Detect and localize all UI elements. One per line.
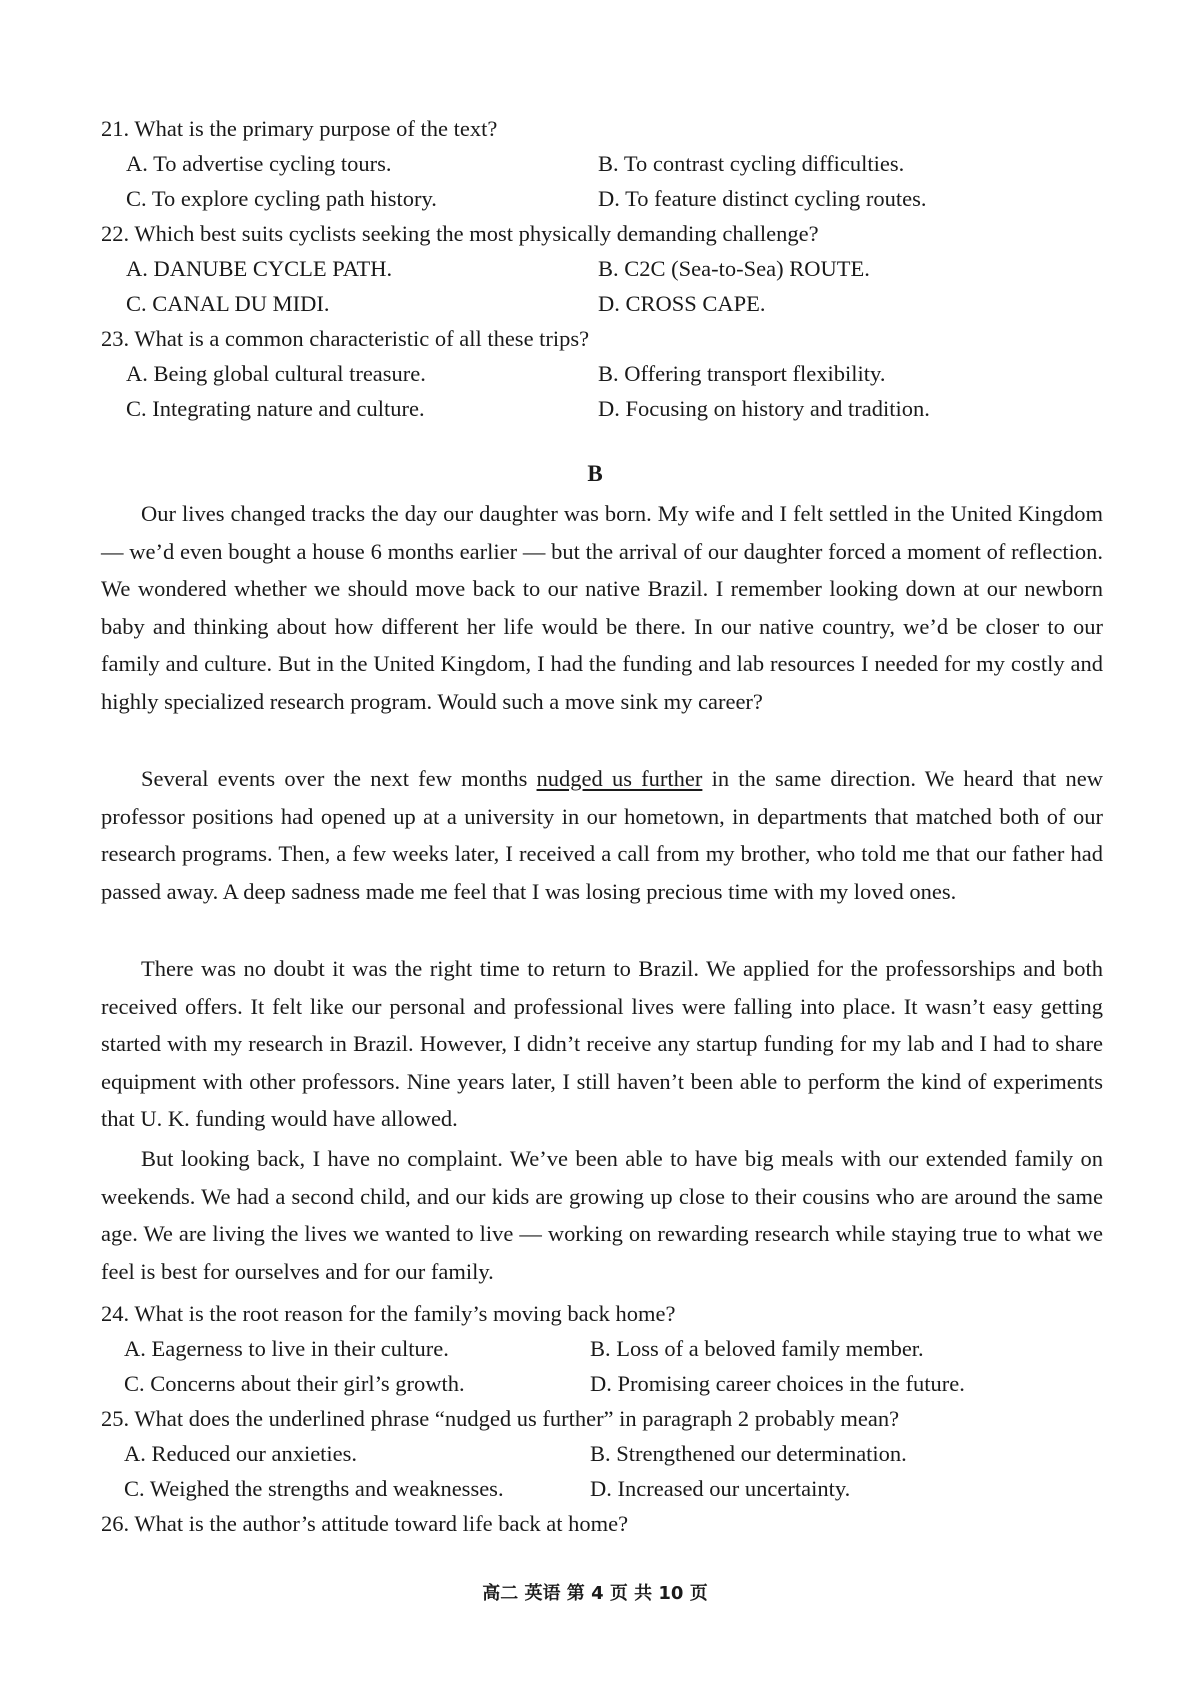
q22-option-d: D. CROSS CAPE. [598, 291, 766, 316]
q24-option-c: C. Concerns about their girl’s growth. [124, 1371, 465, 1396]
q23-option-d: D. Focusing on history and tradition. [598, 396, 930, 421]
underlined-phrase: nudged us further [536, 766, 703, 791]
q22-option-b: B. C2C (Sea-to-Sea) ROUTE. [598, 256, 870, 281]
q24-option-d: D. Promising career choices in the future. [590, 1371, 965, 1396]
passage-paragraph-4: But looking back, I have no complaint. We’ve been able to have big meals with our extended family on weekends. We had a second child, and our kids are growing up close to their cousins who are around the same age. We are living the lives we wanted to live — working on rewarding research while staying true to what we feel is best for ourselves and for our family. [101, 1146, 1103, 1284]
q23-option-b: B. Offering transport flexibility. [598, 361, 886, 386]
question-23: 23. What is a common characteristic of all these trips? [101, 326, 590, 351]
page-footer: 高二 英语 第 4 页 共 10 页 [482, 1583, 708, 1604]
q24-option-b: B. Loss of a beloved family member. [590, 1336, 924, 1361]
q25-option-d: D. Increased our uncertainty. [590, 1476, 851, 1501]
q25-option-b: B. Strengthened our determination. [590, 1441, 907, 1466]
paragraph-2-text-before: Several events over the next few months [141, 766, 537, 791]
passage-paragraph-1: Our lives changed tracks the day our daughter was born. My wife and I felt settled in the United Kingdom — we’d even bought a house 6 months earlier — but the arrival of our daughter forced a moment of reflection. We wondered whether we should move back to our native Brazil. I remember looking down at our newborn baby and thinking about how different her life would be there. In our native country, we’d be closer to our family and culture. But in the United Kingdom, I had the funding and lab resources I needed for my costly and highly specialized research program. Would such a move sink my career? [101, 501, 1103, 714]
q24-option-a: A. Eagerness to live in their culture. [124, 1336, 449, 1361]
question-25: 25. What does the underlined phrase “nudged us further” in paragraph 2 probably mean? [101, 1406, 900, 1431]
q23-option-c: C. Integrating nature and culture. [126, 396, 425, 421]
question-21: 21. What is the primary purpose of the text? [101, 116, 498, 141]
q23-option-a: A. Being global cultural treasure. [126, 361, 426, 386]
q21-option-d: D. To feature distinct cycling routes. [598, 186, 927, 211]
q25-option-a: A. Reduced our anxieties. [124, 1441, 358, 1466]
passage-paragraph-2 [101, 760, 1103, 910]
q21-option-c: C. To explore cycling path history. [126, 186, 437, 211]
q25-option-c: C. Weighed the strengths and weaknesses. [124, 1476, 504, 1501]
question-22: 22. Which best suits cyclists seeking the most physically demanding challenge? [101, 221, 819, 246]
section-b-title: B [587, 461, 603, 486]
q22-option-c: C. CANAL DU MIDI. [126, 291, 330, 316]
question-24: 24. What is the root reason for the family’s moving back home? [101, 1301, 676, 1326]
question-26: 26. What is the author’s attitude toward life back at home? [101, 1511, 629, 1536]
q21-option-a: A. To advertise cycling tours. [126, 151, 392, 176]
q22-option-a: A. DANUBE CYCLE PATH. [126, 256, 393, 281]
passage-paragraph-3: There was no doubt it was the right time to return to Brazil. We applied for the professorships and both received offers. It felt like our personal and professional lives were falling into place. It wasn’t easy getting started with my research in Brazil. However, I didn’t receive any startup funding for my lab and I had to share equipment with other professors. Nine years later, I still haven’t been able to perform the kind of experiments that U. K. funding would have allowed. [101, 956, 1103, 1131]
paragraph-2-text-after: in the same direction. We heard that new professor positions had opened up at a university in our hometown, in departments that matched both of our research programs. Then, a few weeks later, I received a call from my brother, who told me that our father had passed away. A deep sadness made me feel that I was losing precious time with my loved ones. [101, 766, 1103, 904]
q21-option-b: B. To contrast cycling difficulties. [598, 151, 905, 176]
